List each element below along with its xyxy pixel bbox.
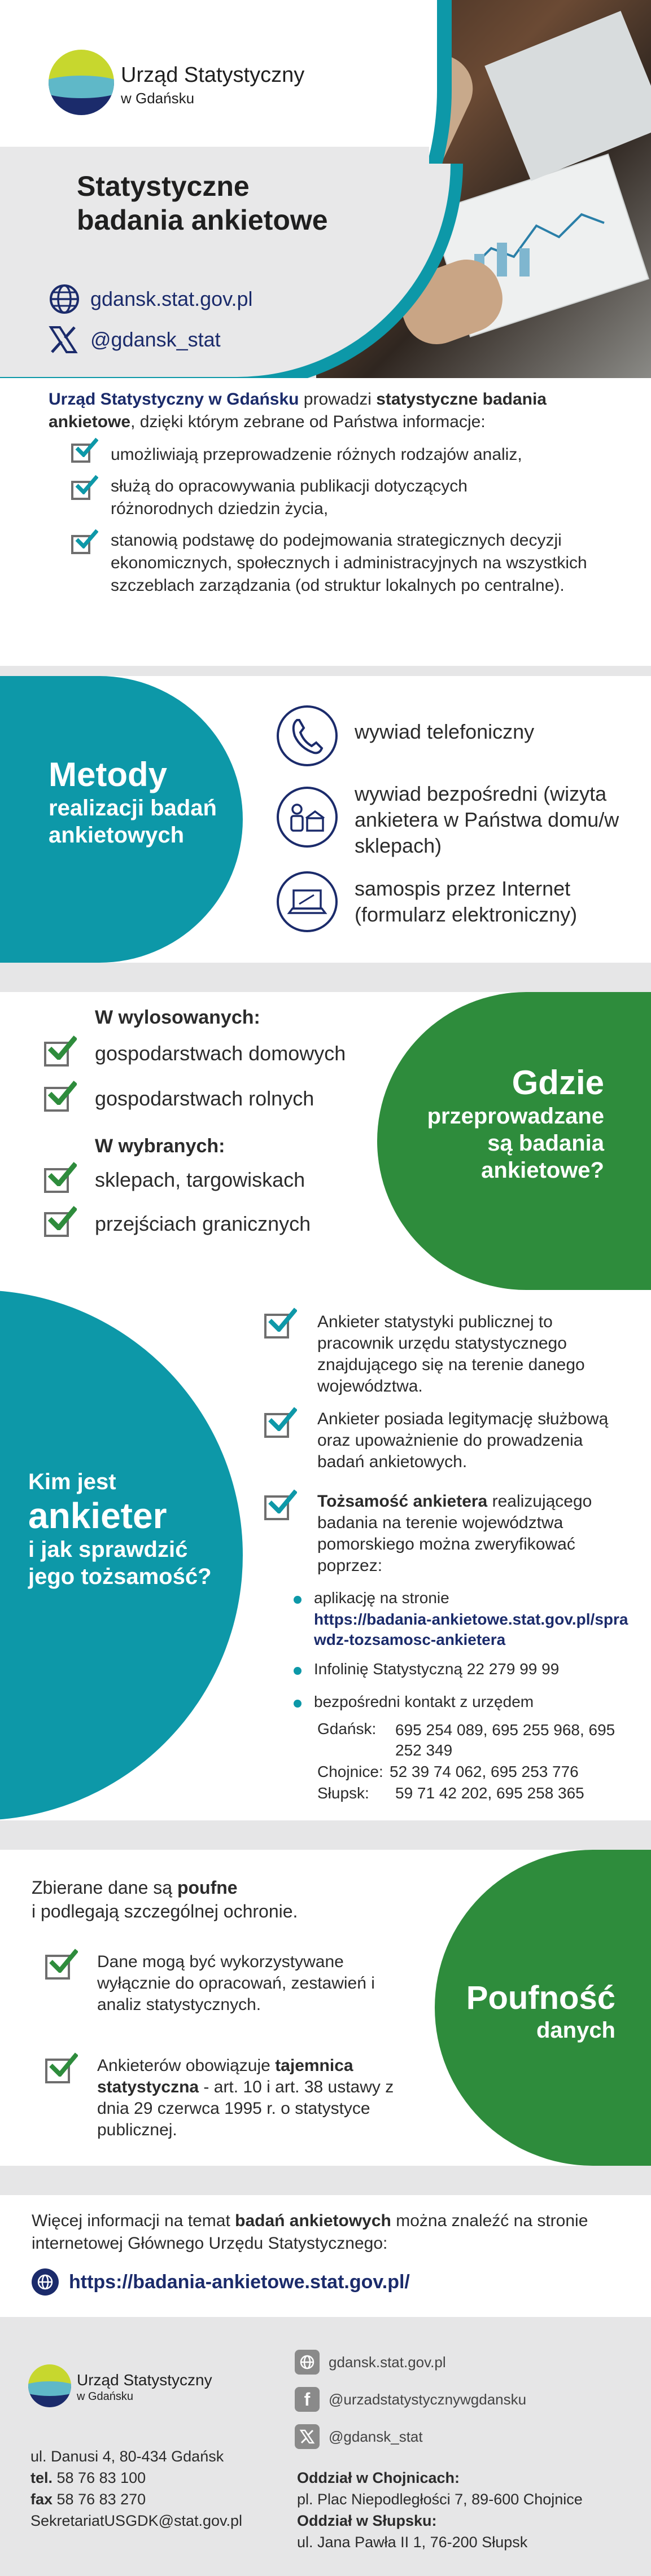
where-item-1: gospodarstwach domowych [95,1042,346,1065]
intro-item-2: służą do opracowywania publikacji dotyczących różnorodnych dziedzin życia, [111,477,468,518]
intro-item-1: umożliwiają przeprowadzenie różnych rodzajów analiz, [111,445,522,464]
footer-email[interactable]: SekretariatUSGDK@stat.gov.pl [30,2512,243,2529]
globe-icon [32,2268,59,2296]
confidential-intro: Zbierane dane są poufne i podlegają szczególnej ochronie. [32,1877,298,1921]
office-slupsk-city: Słupsk: [317,1784,369,1802]
confidential-item-1: Dane mogą być wykorzystywane wyłącznie do opracowań, zestawień i analiz statystycznych. [97,1952,375,2014]
where-check-1 [44,1038,70,1061]
surveyor-item-3: Tożsamość ankietera realizującego badania na terenie województwa pomorskiego można zweryfikować poprzez: [317,1492,592,1575]
intro-section [0,378,651,666]
laptop-icon [277,871,338,932]
office-gdansk-phones: 695 254 089, 695 255 968, 695 252 349 [395,1721,615,1759]
where-check-2 [44,1083,70,1106]
facebook-icon: f [295,2387,320,2412]
where-group1-label: W wylosowanych: [95,1007,260,1028]
more-info-link[interactable] [32,2268,410,2296]
where-item-3: sklepach, targowiskach [95,1168,305,1191]
footer-section [0,2317,651,2576]
office-chojnice-city: Chojnice: [317,1763,383,1780]
footer-logo-text: Urząd Statystyczny w Gdańsku [77,2371,212,2403]
telephone-icon [277,705,338,766]
x-logo-icon [49,325,78,354]
confidential-item-2: Ankieterów obowiązuje tajemnica statystyczna - art. 10 i art. 38 ustawy z dnia 29 czerwca 1995 r. o statystyce publicznej. [97,2056,394,2139]
website-text: gdansk.stat.gov.pl [90,287,253,310]
surveyor-check-1 [264,1310,290,1333]
method-2-text: wywiad bezpośredni (wizyta ankietera w Państwa domu/w sklepach) [355,782,619,857]
methods-heading: Metody realizacji badań ankietowych [49,756,217,848]
verify-hotline: Infolinię Statystyczną 22 279 99 99 [314,1660,560,1678]
where-section [0,992,651,1290]
methods-section [0,676,651,963]
footer-web[interactable] [295,2350,446,2375]
x-logo-icon [295,2424,320,2449]
confidential-check-2 [45,2055,71,2078]
twitter-link[interactable] [49,323,221,357]
verify-contact: bezpośredni kontakt z urzędem [314,1693,534,1710]
surveyor-check-3 [264,1492,290,1515]
header-section [0,0,651,378]
surveyor-section [0,1290,651,1820]
page-title: Statystyczne badania ankietowe [77,170,328,236]
more-info-text: Więcej informacji na temat badań ankietowych można znaleźć na stronie internetowej Głównego Urzędu Statystycznego: [32,2211,588,2253]
website-link[interactable] [49,282,253,316]
where-check-4 [44,1209,70,1231]
intro-paragraph: Urząd Statystyczny w Gdańsku prowadzi statystyczne badania ankietowe, dzięki którym zebrane od Państwa informacje: [49,390,547,431]
more-info-section [0,2195,651,2317]
globe-icon [295,2350,320,2375]
surveyor-check-2 [264,1410,290,1432]
globe-icon [49,283,80,315]
confidential-check-1 [45,1951,71,1974]
interviewer-icon [277,787,338,848]
office-gdansk-city: Gdańsk: [317,1720,377,1737]
where-group2-label: W wybranych: [95,1135,225,1157]
bullet-1 [294,1596,302,1604]
footer-twitter-text: @gdansk_stat [329,2428,423,2445]
logo-text: Urząd Statystyczny w Gdańsku [121,63,305,107]
twitter-text: @gdansk_stat [90,328,221,351]
method-3-text: samospis przez Internet (formularz elektroniczny) [355,877,578,926]
footer-address-block: ul. Danusi 4, 80-434 Gdańsk tel. 58 76 83 100 fax 58 76 83 270 SekretariatUSGDK@stat.gov.pl [30,2446,242,2531]
footer-branches: Oddział w Chojnicach: pl. Plac Niepodległości 7, 89-600 Chojnice Oddział w Słupsku: ul. Jana Pawła II 1, 76-200 Słupsk [297,2469,583,2551]
intro-check-3 [71,532,97,554]
footer-web-text: gdansk.stat.gov.pl [329,2353,446,2371]
bullet-2 [294,1667,302,1675]
footer-logo-mark [28,2364,71,2407]
footer-facebook-text: @urzadstatystycznywgdansku [329,2390,527,2408]
intro-item-3: stanowią podstawę do podejmowania strategicznych decyzji ekonomicznych, społecznych i administracyjnych na wszystkich szczeblach zarządzania (od struktur lokalnych po centralne). [111,531,587,595]
surveyor-heading: Kim jest ankieter i jak sprawdzić jego tożsamość? [28,1469,212,1589]
footer-twitter[interactable] [295,2424,423,2449]
office-slupsk-phones: 59 71 42 202, 695 258 365 [395,1784,584,1802]
intro-check-2 [71,477,97,500]
verify-url[interactable]: https://badania-ankietowe.stat.gov.pl/sprawdz-tozsamosc-ankietera [314,1610,628,1648]
where-heading: Gdzie przeprowadzane są badania ankietowe? [427,1064,604,1183]
footer-facebook[interactable] [295,2387,526,2412]
verify-app: aplikację na stronie [314,1589,449,1607]
where-item-2: gospodarstwach rolnych [95,1087,314,1110]
where-item-4: przejściach granicznych [95,1212,311,1235]
confidential-heading: Poufność danych [466,1980,615,2043]
method-1-text: wywiad telefoniczny [355,720,535,743]
more-info-url: https://badania-ankietowe.stat.gov.pl/ [69,2271,410,2293]
where-check-3 [44,1165,70,1187]
surveyor-item-1: Ankieter statystyki publicznej to pracownik urzędu statystycznego znajdującego się na terenie danego województwa. [317,1313,585,1395]
logo-mark [49,50,114,115]
intro-check-1 [71,440,97,463]
office-chojnice-phones: 52 39 74 062, 695 253 776 [390,1763,579,1780]
confidential-section [0,1850,651,2166]
bullet-3 [294,1700,302,1708]
surveyor-item-2: Ankieter posiada legitymację służbową oraz upoważnienie do prowadzenia badań ankietowych. [317,1410,609,1471]
